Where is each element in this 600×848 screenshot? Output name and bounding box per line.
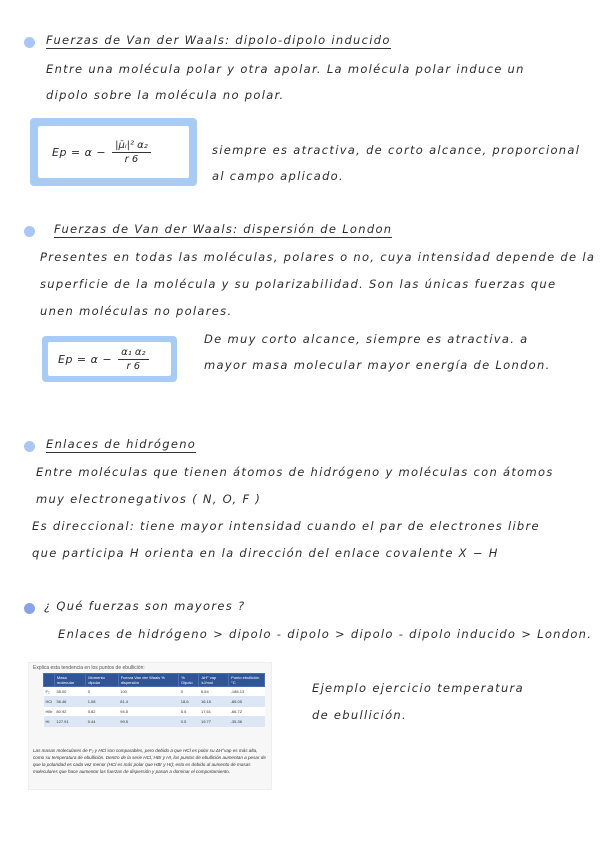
formula-lhs: Ep = α − bbox=[52, 145, 107, 159]
section-title: Fuerzas de Van der Waals: dipolo-dipolo inducido bbox=[46, 33, 391, 47]
table-cell: 94.5 bbox=[118, 707, 179, 717]
paragraph-line: Entre una molécula polar y otra apolar. La molécula polar induce un bbox=[46, 62, 525, 76]
question-text: ¿ Qué fuerzas son mayores ? bbox=[44, 599, 246, 613]
table-cell: F₂ bbox=[44, 687, 55, 697]
section-bullet bbox=[24, 603, 35, 614]
table-cell: 80.92 bbox=[54, 707, 85, 717]
table-row bbox=[44, 707, 265, 717]
table-cell: 6.54 bbox=[199, 687, 229, 697]
table-row bbox=[44, 717, 265, 727]
table-cell: HBr bbox=[44, 707, 55, 717]
boiling-point-table bbox=[43, 673, 265, 727]
formula-numerator: α₁ α₂ bbox=[118, 347, 148, 360]
formula-numerator: |μ̄ᵢ|² α₂ bbox=[112, 140, 151, 153]
formula-note: al campo aplicado. bbox=[212, 169, 344, 183]
table-cell: -188.13 bbox=[229, 687, 265, 697]
paragraph-line: Presentes en todas las moléculas, polares o no, cuya intensidad depende de la bbox=[40, 250, 596, 264]
paragraph-line: Entre moléculas que tienen átomos de hidrógeno y moléculas con átomos bbox=[36, 465, 554, 479]
table-header-cell: Masa molecular bbox=[54, 674, 85, 687]
formula-frame bbox=[42, 336, 177, 382]
table-cell: 0 bbox=[179, 687, 199, 697]
formula-card bbox=[48, 342, 171, 376]
formula-note: De muy corto alcance, siempre es atractiva. a bbox=[204, 332, 529, 346]
section-bullet bbox=[24, 37, 35, 48]
example-label: de ebullición. bbox=[312, 708, 407, 722]
formula-lhs: Ep = α − bbox=[58, 352, 113, 366]
section-bullet bbox=[24, 441, 35, 452]
table-cell: HI bbox=[44, 717, 55, 727]
table-row bbox=[44, 697, 265, 707]
table-cell: -35.36 bbox=[229, 717, 265, 727]
table-cell: 100 bbox=[118, 687, 179, 697]
table-cell: 5.5 bbox=[179, 707, 199, 717]
table-header-cell: % Dipolo bbox=[179, 674, 199, 687]
example-label: Ejemplo ejercicio temperatura bbox=[312, 681, 524, 695]
table-header-cell: Fuerza Van der Waals % dispersión bbox=[118, 674, 179, 687]
boiling-point-table-image bbox=[28, 662, 272, 790]
table-cell: 127.91 bbox=[54, 717, 85, 727]
table-header-cell: Momento dipolar bbox=[86, 674, 119, 687]
table-cell: 19.77 bbox=[199, 717, 229, 727]
formula-denominator: r 6 bbox=[126, 360, 141, 372]
table-cell: -85.05 bbox=[229, 697, 265, 707]
table-header-cell bbox=[44, 674, 55, 687]
formula-fraction bbox=[118, 347, 148, 372]
table-cell: 1.08 bbox=[86, 697, 119, 707]
table-cell: 81.4 bbox=[118, 697, 179, 707]
table-cell: HCl bbox=[44, 697, 55, 707]
table-header-row bbox=[44, 674, 265, 687]
formula-denominator: r 6 bbox=[124, 153, 139, 165]
table-cell: 99.5 bbox=[118, 717, 179, 727]
table-cell: -66.72 bbox=[229, 707, 265, 717]
paragraph-line: dipolo sobre la molécula no polar. bbox=[46, 88, 285, 102]
table-cell: 36.46 bbox=[54, 697, 85, 707]
table-cell: 16.15 bbox=[199, 697, 229, 707]
section-bullet bbox=[24, 226, 35, 237]
paragraph-line: que participa H orienta en la dirección del enlace covalente X − H bbox=[32, 546, 499, 560]
table-cell: 17.61 bbox=[199, 707, 229, 717]
table-cell: 18.6 bbox=[179, 697, 199, 707]
formula-note: mayor masa molecular mayor energía de London. bbox=[204, 358, 551, 372]
table-header-cell: ΔH° vap kJ/mol bbox=[199, 674, 229, 687]
paragraph-line: Es direccional: tiene mayor intensidad cuando el par de electrones libre bbox=[32, 519, 540, 533]
formula-card bbox=[38, 126, 189, 178]
table-row bbox=[44, 687, 265, 697]
paragraph-line: unen moléculas no polares. bbox=[40, 304, 233, 318]
formula-note: siempre es atractiva, de corto alcance, proporcional bbox=[212, 143, 581, 157]
table-cell: 0 bbox=[86, 687, 119, 697]
paragraph-line: muy electronegativos ( N, O, F ) bbox=[36, 492, 262, 506]
paragraph-line: superficie de la molécula y su polarizabilidad. Son las únicas fuerzas que bbox=[40, 277, 557, 291]
formula-fraction bbox=[112, 140, 151, 165]
formula-frame bbox=[30, 118, 197, 186]
answer-text: Enlaces de hidrógeno > dipolo - dipolo > dipolo - dipolo inducido > London. bbox=[58, 627, 593, 641]
table-header-cell: Punto ebullición °C bbox=[229, 674, 265, 687]
table-caption: Explica esta tendencia en los puntos de ebullición: bbox=[33, 665, 145, 671]
table-cell: 38.00 bbox=[54, 687, 85, 697]
section-title: Fuerzas de Van der Waals: dispersión de London bbox=[54, 222, 393, 236]
table-cell: 0.5 bbox=[179, 717, 199, 727]
table-note: Las masas moleculares de F₂ y HCl son comparables, pero debido a que HCl es polar su ΔH°vap es más alta, como su temperatura de ebullición. Dentro de la serie HCl, HBr y HI, los puntos de ebullición aumentan a pesar de que la polaridad es cada vez menor (HCl es más polar que HBr y HI); esto es debido al aumento de masas moleculares que hace aumentar las fuerzas de dispersión y pasan a dominar el comportamiento. bbox=[33, 748, 266, 774]
section-title: Enlaces de hidrógeno bbox=[46, 437, 197, 451]
table-cell: 0.82 bbox=[86, 707, 119, 717]
table-cell: 0.44 bbox=[86, 717, 119, 727]
